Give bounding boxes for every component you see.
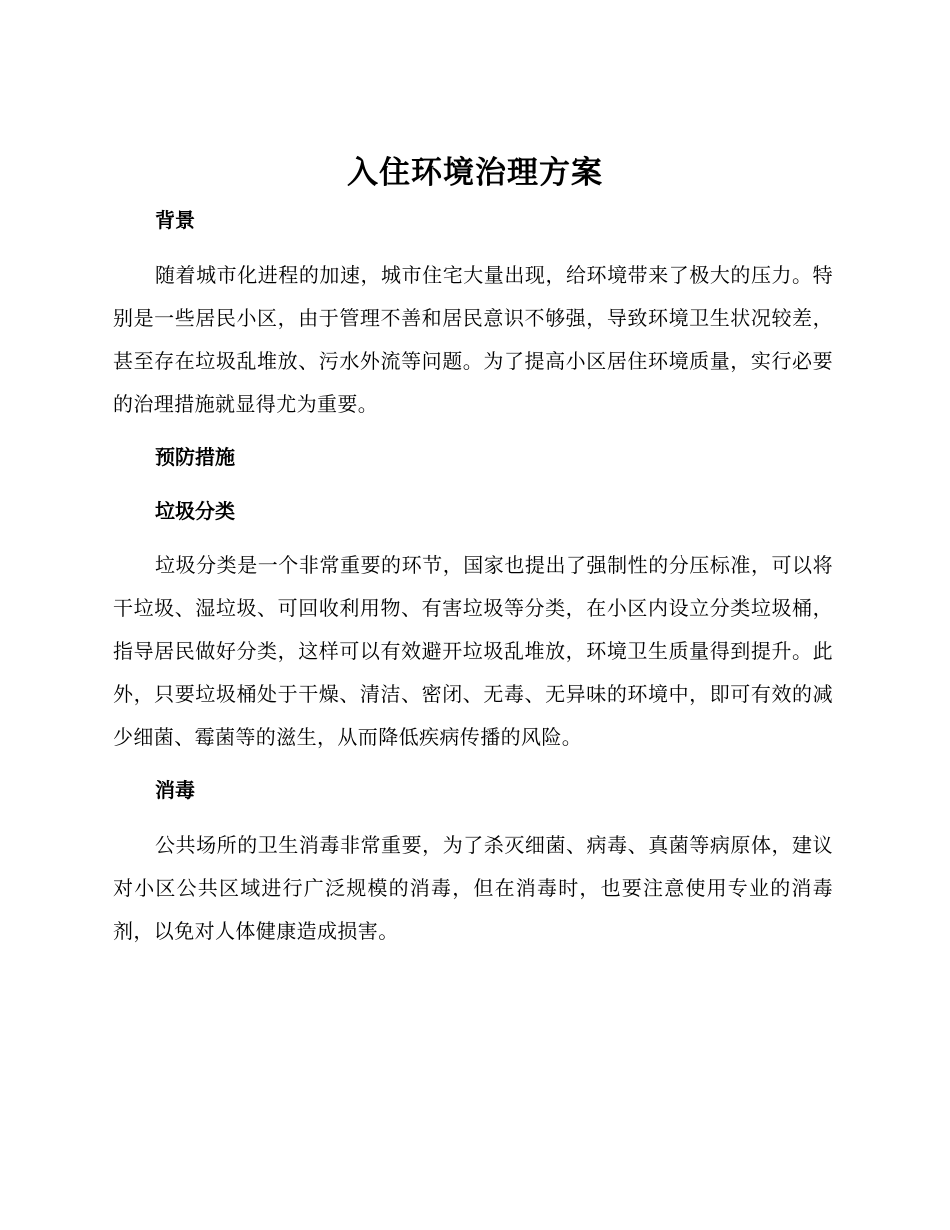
- paragraph-disinfection: 公共场所的卫生消毒非常重要，为了杀灭细菌、病毒、真菌等病原体，建议对小区公共区域进行广泛规模的消毒，但在消毒时，也要注意使用专业的消毒剂，以免对人体健康造成损害。: [113, 833, 833, 943]
- paragraph-garbage-sorting: 垃圾分类是一个非常重要的环节，国家也提出了强制性的分压标准，可以将干垃圾、湿垃圾、可回收利用物、有害垃圾等分类，在小区内设立分类垃圾桶，指导居民做好分类，这样可以有效避开垃圾乱堆放，环境卫生质量得到提升。此外，只要垃圾桶处于干燥、清洁、密闭、无毒、无异味的环境中，即可有效的减少细菌、霉菌等的滋生，从而降低疾病传播的风险。: [113, 553, 833, 749]
- section-heading-background: 背景: [155, 208, 195, 232]
- section-heading-garbage-sorting: 垃圾分类: [155, 499, 235, 523]
- section-heading-disinfection: 消毒: [155, 778, 195, 802]
- document-title: 入住环境治理方案: [347, 155, 603, 191]
- paragraph-background: 随着城市化进程的加速，城市住宅大量出现，给环境带来了极大的压力。特别是一些居民小区，由于管理不善和居民意识不够强，导致环境卫生状况较差，甚至存在垃圾乱堆放、污水外流等问题。为了提高小区居住环境质量，实行必要的治理措施就显得尤为重要。: [113, 263, 833, 416]
- section-heading-prevention: 预防措施: [155, 445, 235, 469]
